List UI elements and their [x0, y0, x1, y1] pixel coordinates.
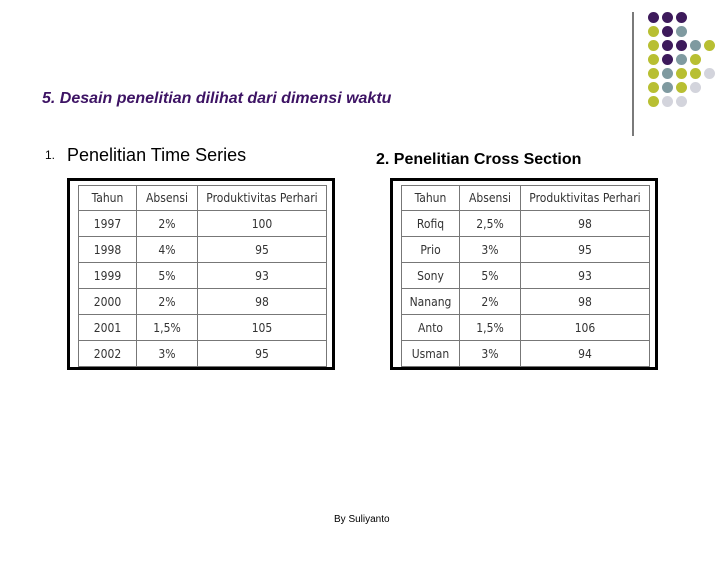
- decorative-dot: [676, 96, 687, 107]
- decorative-dot: [648, 96, 659, 107]
- table-row: [79, 237, 327, 263]
- table-cell: 3%: [460, 237, 521, 263]
- table-cell: 2000: [79, 289, 137, 315]
- table-cell: 98: [521, 289, 650, 315]
- table-cell: Nanang: [402, 289, 460, 315]
- cross-section-table-image: [390, 178, 658, 370]
- table-row: [79, 341, 327, 367]
- table-cell: 4%: [137, 237, 198, 263]
- decorative-dot: [648, 54, 659, 65]
- decorative-dot: [648, 82, 659, 93]
- table-cell: 94: [521, 341, 650, 367]
- table-cell: 2002: [79, 341, 137, 367]
- list-item-time-series: [45, 145, 246, 166]
- table-header-row: [402, 186, 650, 211]
- table-cell: 5%: [137, 263, 198, 289]
- table-cell: 3%: [460, 341, 521, 367]
- table-cell: 95: [198, 237, 327, 263]
- decorative-dot: [676, 82, 687, 93]
- table-cell: Sony: [402, 263, 460, 289]
- table-row: [79, 289, 327, 315]
- table-cell: 95: [198, 341, 327, 367]
- list-item-cross-section: 2. Penelitian Cross Section: [376, 151, 582, 168]
- table-cell: 1,5%: [460, 315, 521, 341]
- table-cell: 2%: [460, 289, 521, 315]
- table-cell: 98: [521, 211, 650, 237]
- table-cell: 100: [198, 211, 327, 237]
- decorative-dot: [662, 68, 673, 79]
- time-series-table: [78, 185, 327, 367]
- list-number: 1.: [45, 148, 56, 162]
- decorative-dot: [662, 12, 673, 23]
- decorative-dot: [676, 12, 687, 23]
- decorative-dot: [662, 26, 673, 37]
- table-cell: 93: [521, 263, 650, 289]
- table-cell: 93: [198, 263, 327, 289]
- table-cell: 1,5%: [137, 315, 198, 341]
- decorative-dot: [662, 54, 673, 65]
- decorative-dot: [662, 40, 673, 51]
- list-item-label: Penelitian Time Series: [67, 145, 247, 165]
- table-row: [402, 237, 650, 263]
- column-header: Tahun: [402, 186, 460, 211]
- decorative-dot: [648, 12, 659, 23]
- table-cell: 105: [198, 315, 327, 341]
- column-header: Produktivitas Perhari: [198, 186, 327, 211]
- table-cell: 3%: [137, 341, 198, 367]
- table-row: [79, 315, 327, 341]
- decorative-dot: [676, 68, 687, 79]
- table-row: [402, 341, 650, 367]
- decorative-dot-grid: [648, 12, 726, 120]
- table-row: [402, 211, 650, 237]
- table-row: [79, 211, 327, 237]
- decorative-dot: [690, 68, 701, 79]
- cross-section-table: [401, 185, 650, 367]
- column-header: Absensi: [137, 186, 198, 211]
- decorative-dot: [704, 68, 715, 79]
- table-row: [79, 263, 327, 289]
- decorative-dot: [676, 40, 687, 51]
- table-row: [402, 263, 650, 289]
- decorative-dot: [648, 68, 659, 79]
- table-cell: 2%: [137, 289, 198, 315]
- table-cell: 1997: [79, 211, 137, 237]
- table-cell: Rofiq: [402, 211, 460, 237]
- table-cell: 2001: [79, 315, 137, 341]
- table-row: [402, 315, 650, 341]
- decorative-dot: [676, 54, 687, 65]
- table-row: [402, 289, 650, 315]
- decorative-dot: [690, 82, 701, 93]
- decorative-dot: [690, 40, 701, 51]
- column-header: Absensi: [460, 186, 521, 211]
- table-header-row: [79, 186, 327, 211]
- table-cell: 106: [521, 315, 650, 341]
- time-series-table-image: [67, 178, 335, 370]
- table-cell: Anto: [402, 315, 460, 341]
- decorative-dot: [690, 54, 701, 65]
- decorative-dot: [648, 40, 659, 51]
- decorative-dot: [662, 82, 673, 93]
- table-cell: 5%: [460, 263, 521, 289]
- table-cell: 98: [198, 289, 327, 315]
- column-header: Tahun: [79, 186, 137, 211]
- table-cell: 95: [521, 237, 650, 263]
- slide-title: 5. Desain penelitian dilihat dari dimensi waktu: [42, 90, 392, 107]
- decorative-dot: [704, 40, 715, 51]
- decorative-dot: [648, 26, 659, 37]
- decorative-dot: [676, 26, 687, 37]
- footer-author: By Suliyanto: [334, 514, 390, 525]
- divider-line: [632, 12, 634, 136]
- table-cell: Prio: [402, 237, 460, 263]
- table-cell: 1998: [79, 237, 137, 263]
- column-header: Produktivitas Perhari: [521, 186, 650, 211]
- table-cell: 2%: [137, 211, 198, 237]
- table-cell: 1999: [79, 263, 137, 289]
- decorative-dot: [662, 96, 673, 107]
- table-cell: Usman: [402, 341, 460, 367]
- table-cell: 2,5%: [460, 211, 521, 237]
